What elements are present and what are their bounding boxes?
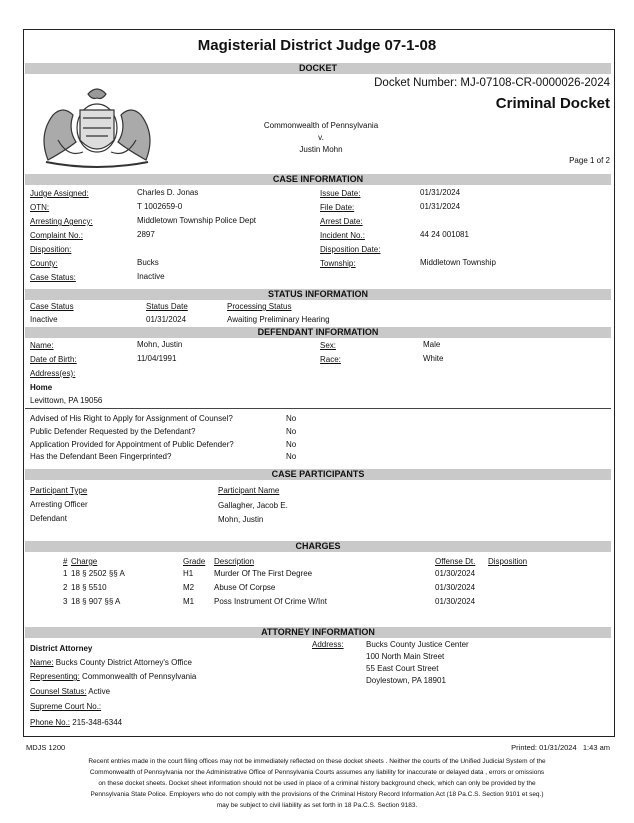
disclaimer-line3: on these docket sheets. Docket sheet information should not be used in place of a criminal history background check, which can only be provided by the: [98, 780, 536, 787]
counsel-status-value: Active: [88, 687, 111, 696]
status-date-value: 01/31/2024: [146, 315, 187, 324]
charge-offense-date: 01/30/2024: [435, 597, 476, 606]
attorney-address-label: Address:: [312, 640, 344, 649]
answer-public-defender: No: [286, 427, 297, 436]
phone-row: [30, 718, 122, 727]
participants-header: CASE PARTICIPANTS: [25, 469, 611, 480]
dob-label: Date of Birth:: [30, 355, 77, 364]
charge-grade: H1: [183, 569, 194, 578]
race-value: White: [423, 354, 444, 363]
attorney-address-line4: Doylestown, PA 18901: [366, 676, 446, 685]
charge-grade: M1: [183, 597, 195, 606]
issue-date-label: Issue Date:: [320, 189, 361, 198]
disclaimer-line4: Pennsylvania State Police. Employers who do not comply with the provisions of the Criminal History Record Information Act (18 Pa.C.S. Section 9101 et seq.): [90, 791, 544, 798]
file-date-label: File Date:: [320, 203, 355, 212]
judge-label: Judge Assigned:: [30, 189, 89, 198]
grade-col: Grade: [183, 557, 206, 566]
caption-plaintiff: Commonwealth of Pennsylvania: [263, 121, 379, 130]
disposition-label: Disposition:: [30, 245, 72, 254]
charge-col: Charge: [71, 557, 98, 566]
caption-defendant: Justin Mohn: [299, 145, 343, 154]
charge-num: 3: [63, 597, 68, 606]
sex-label: Sex:: [320, 341, 337, 350]
participant-name-col: Participant Name: [218, 486, 280, 495]
address-label: Address(es):: [30, 369, 76, 378]
status-col-status: Case Status: [30, 302, 74, 311]
participant-type: Arresting Officer: [30, 500, 88, 509]
offense-date-col: Offense Dt.: [435, 557, 476, 566]
charge-description: Poss Instrument Of Crime W/Int: [214, 597, 327, 606]
sex-value: Male: [423, 340, 441, 349]
representing-value: Commonwealth of Pennsylvania: [82, 672, 197, 681]
case-status-value: Inactive: [137, 272, 165, 281]
disclaimer-line1: Recent entries made in the court filing offices may not be immediately reflected on these docket sheets . Neither the courts of the Unified Judicial System of the: [88, 758, 546, 765]
case-info-header: CASE INFORMATION: [25, 174, 611, 185]
charge-grade: M2: [183, 583, 195, 592]
phone-value: 215-348-6344: [72, 718, 123, 727]
question-fingerprinted: Has the Defendant Been Fingerprinted?: [30, 452, 172, 461]
otn-value: T 1002659-0: [137, 202, 183, 211]
township-value: Middletown Township: [420, 258, 496, 267]
answer-fingerprinted: No: [286, 452, 297, 461]
court-title: Magisterial District Judge 07-1-08: [197, 37, 437, 54]
printed-timestamp: Printed: 01/31/2024 1:43 am: [511, 743, 610, 752]
judge-value: Charles D. Jonas: [137, 188, 199, 197]
attorney-address-line2: 100 North Main Street: [366, 652, 445, 661]
township-label: Township:: [320, 259, 356, 268]
question-counsel: Advised of His Right to Apply for Assignment of Counsel?: [30, 414, 233, 423]
attorney-address-line1: Bucks County Justice Center: [366, 640, 469, 649]
phone-label: Phone No.:: [30, 718, 71, 727]
disclaimer-line5: may be subject to civil liability as set forth in 18 Pa.C.S. Section 9183.: [216, 802, 418, 809]
answer-counsel: No: [286, 414, 297, 423]
form-id: MDJS 1200: [26, 743, 66, 752]
counsel-status-row: [30, 687, 110, 696]
dob-value: 11/04/1991: [137, 354, 177, 363]
representing-row: [30, 672, 196, 681]
charges-header: CHARGES: [25, 541, 611, 552]
attorney-name-row: [30, 658, 192, 667]
docket-bar: DOCKET: [25, 63, 611, 74]
charge-description: Abuse Of Corpse: [214, 583, 276, 592]
processing-status-value: Awaiting Preliminary Hearing: [227, 315, 330, 324]
otn-label: OTN:: [30, 203, 50, 212]
issue-date-value: 01/31/2024: [420, 188, 461, 197]
complaint-label: Complaint No.:: [30, 231, 83, 240]
defendant-info-header: DEFENDANT INFORMATION: [25, 327, 611, 338]
counsel-status-label: Counsel Status:: [30, 687, 87, 696]
participant-type: Defendant: [30, 514, 67, 523]
status-value: Inactive: [30, 315, 58, 324]
participant-type-col: Participant Type: [30, 486, 88, 495]
participant-name: Gallagher, Jacob E.: [218, 501, 288, 510]
address-type: Home: [30, 383, 53, 392]
charge-num: 2: [63, 583, 68, 592]
file-date-value: 01/31/2024: [420, 202, 461, 211]
disposition-col: Disposition: [488, 557, 528, 566]
page-info: Page 1 of 2: [569, 156, 610, 165]
supreme-court-label: Supreme Court No.:: [30, 702, 102, 711]
arrest-date-label: Arrest Date:: [320, 217, 363, 226]
charge-description: Murder Of The First Degree: [214, 569, 313, 578]
county-value: Bucks: [137, 258, 159, 267]
case-status-label: Case Status:: [30, 273, 76, 282]
incident-value: 44 24 001081: [420, 230, 469, 239]
disposition-date-label: Disposition Date:: [320, 245, 381, 254]
race-label: Race:: [320, 355, 341, 364]
charge-num-col: #: [63, 557, 68, 566]
charge-statute: 18 § 907 §§ A: [71, 597, 121, 606]
charge-num: 1: [63, 569, 68, 578]
charge-statute: 18 § 2502 §§ A: [71, 569, 125, 578]
participant-name: Mohn, Justin: [218, 515, 264, 524]
agency-value: Middletown Township Police Dept: [137, 216, 257, 225]
docket-number: Docket Number: MJ-07108-CR-0000026-2024: [374, 77, 610, 89]
charge-offense-date: 01/30/2024: [435, 583, 476, 592]
docket-type: Criminal Docket: [495, 95, 610, 112]
pennsylvania-seal-icon: [28, 80, 166, 170]
status-col-processing: Processing Status: [227, 302, 292, 311]
caption-versus: v.: [318, 133, 324, 142]
agency-label: Arresting Agency:: [30, 217, 93, 226]
representing-label: Representing:: [30, 672, 80, 681]
section-divider: [25, 408, 611, 409]
status-info-header: STATUS INFORMATION: [25, 289, 611, 300]
charge-statute: 18 § 5510: [71, 583, 107, 592]
charge-offense-date: 01/30/2024: [435, 569, 476, 578]
incident-label: Incident No.:: [320, 231, 365, 240]
question-public-defender: Public Defender Requested by the Defendant?: [30, 427, 196, 436]
attorney-name-value: Bucks County District Attorney's Office: [55, 658, 192, 667]
address-city: Levittown, PA 19056: [30, 396, 103, 405]
defendant-name-value: Mohn, Justin: [137, 340, 183, 349]
question-application: Application Provided for Appointment of Public Defender?: [30, 440, 234, 449]
county-label: County:: [30, 259, 58, 268]
attorney-address-line3: 55 East Court Street: [366, 664, 439, 673]
answer-application: No: [286, 440, 297, 449]
attorney-role: District Attorney: [30, 644, 93, 653]
complaint-value: 2897: [137, 230, 155, 239]
defendant-name-label: Name:: [30, 341, 54, 350]
status-col-date: Status Date: [146, 302, 188, 311]
description-col: Description: [214, 557, 255, 566]
attorney-info-header: ATTORNEY INFORMATION: [25, 627, 611, 638]
attorney-name-label: Name:: [30, 658, 54, 667]
disclaimer-line2: Commonwealth of Pennsylvania nor the Administrative Office of Pennsylvania Courts assumes any liability for inaccurate or delayed data , errors or omissions: [89, 769, 545, 776]
